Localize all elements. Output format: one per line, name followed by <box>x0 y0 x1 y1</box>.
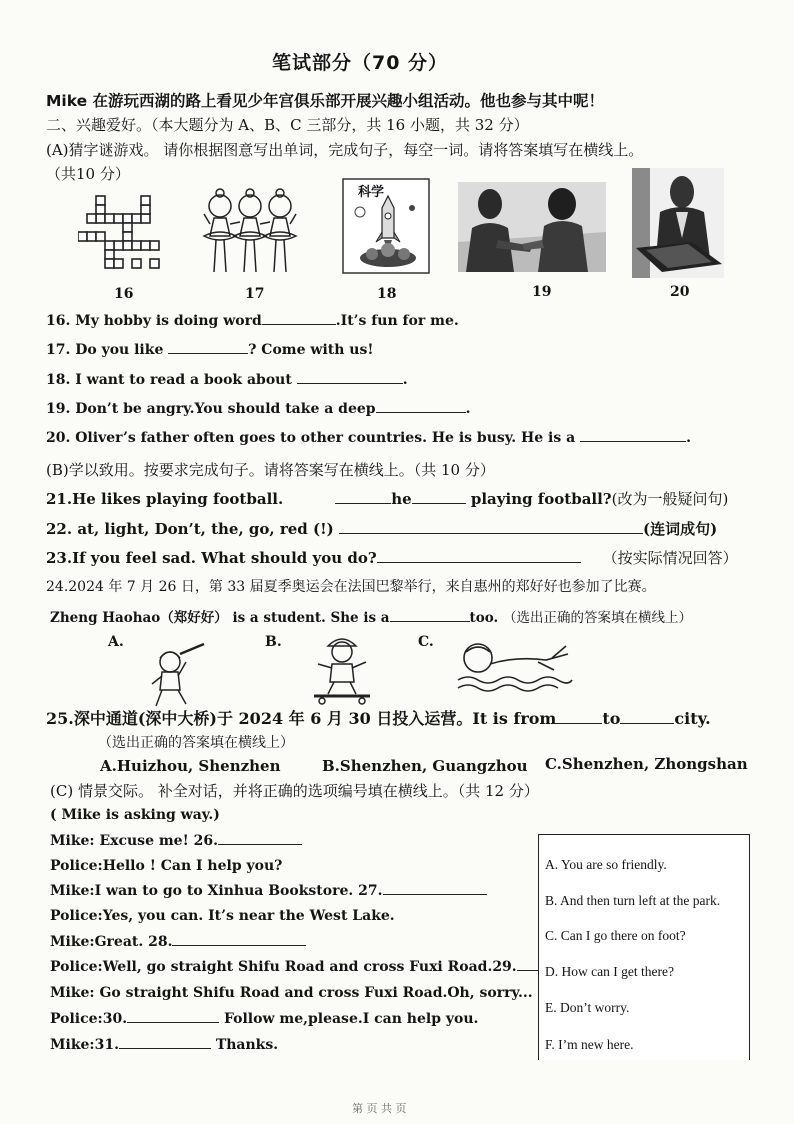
option-b[interactable]: B. And then turn left at the park. <box>545 893 721 908</box>
option-c[interactable]: C. Can I go there on foot? <box>545 928 686 943</box>
answer-blank[interactable] <box>297 382 403 384</box>
answer-blank[interactable] <box>390 620 470 622</box>
options-box <box>538 834 750 1060</box>
option-f[interactable]: F. I’m new here. <box>545 1037 634 1052</box>
baseball-player-picture[interactable] <box>140 642 210 708</box>
intro-text: Mike 在游玩西湖的路上看见少年宫俱乐部开展兴趣小组活动。他也参与其中呢！ <box>46 92 605 110</box>
dialogue-line-28: Mike:Great. 28. <box>50 934 306 950</box>
question-22: 22. at, light, Don’t, the, go, red (!) (连词成句) <box>46 520 718 538</box>
part-b-instruction: (B)学以致用。按要求完成句子。请将答案写在横线上。（共 10 分） <box>46 461 495 479</box>
page-title: 笔试部分（70 分） <box>272 52 449 74</box>
businessman-picture <box>632 168 724 278</box>
science-book-picture <box>342 178 430 274</box>
answer-blank[interactable] <box>556 722 602 724</box>
dialogue-context: ( Mike is asking way.) <box>50 807 220 823</box>
question-19: 19. Don’t be angry.You should take a deep . <box>46 401 471 417</box>
answer-blank[interactable] <box>377 561 581 563</box>
answer-blank[interactable] <box>580 440 686 442</box>
picture-number: 19 <box>532 284 552 300</box>
question-24: Zheng Haohao（郑好好） is a student. She is a too. （选出正确的答案填在横线上） <box>50 610 692 626</box>
dialogue-line: Police:Hello ! Can I help you? <box>50 858 283 874</box>
answer-blank[interactable] <box>383 893 487 895</box>
dialogue-line-27: Mike:I wan to go to Xinhua Bookstore. 27. <box>50 883 487 899</box>
answer-blank[interactable] <box>119 1047 211 1049</box>
picture-number: 20 <box>670 284 690 300</box>
option-label: B. <box>265 634 282 650</box>
dialogue-line-30: Police:30. Follow me,please.I can help you. <box>50 1011 479 1027</box>
dialogue-line-31: Mike:31. Thanks. <box>50 1037 279 1053</box>
page-footer: 第 页 共 页 <box>352 1102 407 1115</box>
q25-option-a[interactable]: A.Huizhou, Shenzhen <box>100 757 281 775</box>
question-25-instruction: （选出正确的答案填在横线上） <box>98 735 294 751</box>
answer-blank[interactable] <box>168 352 248 354</box>
science-label: 科学 <box>358 185 385 200</box>
picture-number: 16 <box>114 286 134 302</box>
dialogue-line: Mike: Go straight Shifu Road and cross Fuxi Road.Oh, sorry... <box>50 985 533 1001</box>
q25-option-b[interactable]: B.Shenzhen, Guangzhou <box>322 757 528 775</box>
answer-blank[interactable] <box>339 532 643 534</box>
question-21: 21.He likes playing football. he playing football?(改为一般疑问句) <box>46 490 729 508</box>
answer-blank[interactable] <box>127 1021 219 1023</box>
answer-blank[interactable] <box>172 944 306 946</box>
part-c-instruction: (C) 情景交际。 补全对话，并将正确的选项编号填在横线上。（共 12 分） <box>50 782 539 800</box>
question-24-context: 24.2024 年 7 月 26 日，第 33 届夏季奥运会在法国巴黎举行，来自惠州的郑好好也参加了比赛。 <box>46 579 656 595</box>
skateboarder-picture[interactable] <box>306 632 378 706</box>
option-label: C. <box>418 634 434 650</box>
answer-blank[interactable] <box>620 722 674 724</box>
ballet-dancers-picture <box>200 188 300 278</box>
dialogue-line: Police:Yes, you can. It’s near the West Lake. <box>50 908 395 924</box>
dialogue-line-26: Mike: Excuse me! 26. <box>50 833 302 849</box>
option-a[interactable]: A. You are so friendly. <box>545 857 667 872</box>
crossword-picture <box>78 190 170 276</box>
answer-blank[interactable] <box>218 843 302 845</box>
section-heading: 二、兴趣爱好。（本大题分为 A、B、C 三部分，共 16 小题，共 32 分） <box>46 116 529 134</box>
question-16: 16. My hobby is doing word .It’s fun for me. <box>46 313 459 329</box>
option-d[interactable]: D. How can I get there? <box>545 964 674 979</box>
question-18: 18. I want to read a book about . <box>46 372 408 388</box>
picture-number: 18 <box>377 286 397 302</box>
answer-blank[interactable] <box>262 323 336 325</box>
option-label: A. <box>108 634 124 650</box>
picture-number: 17 <box>245 286 265 302</box>
swimmer-picture[interactable] <box>456 636 574 698</box>
part-a-instruction: (A)猜字谜游戏。 请你根据图意写出单词，完成句子，每空一词。请将答案填写在横线上。 <box>46 141 644 159</box>
option-e[interactable]: E. Don’t worry. <box>545 1000 630 1015</box>
question-17: 17. Do you like ? Come with us! <box>46 342 374 358</box>
question-20: 20. Oliver’s father often goes to other countries. He is busy. He is a . <box>46 430 691 446</box>
answer-blank[interactable] <box>412 502 466 504</box>
q25-option-c[interactable]: C.Shenzhen, Zhongshan <box>545 755 748 773</box>
part-a-score: （共10 分） <box>46 165 130 183</box>
question-25: 25.深中通道(深中大桥)于 2024 年 6 月 30 日投入运营。It is from to city. <box>46 709 711 728</box>
answer-blank[interactable] <box>376 411 466 413</box>
dialogue-line-29: Police:Well, go straight Shifu Road and cross Fuxi Road.29. <box>50 959 571 975</box>
two-people-talking-picture <box>458 182 606 272</box>
answer-blank[interactable] <box>335 502 391 504</box>
question-23: 23.If you feel sad. What should you do? （按实际情况回答） <box>46 549 738 567</box>
